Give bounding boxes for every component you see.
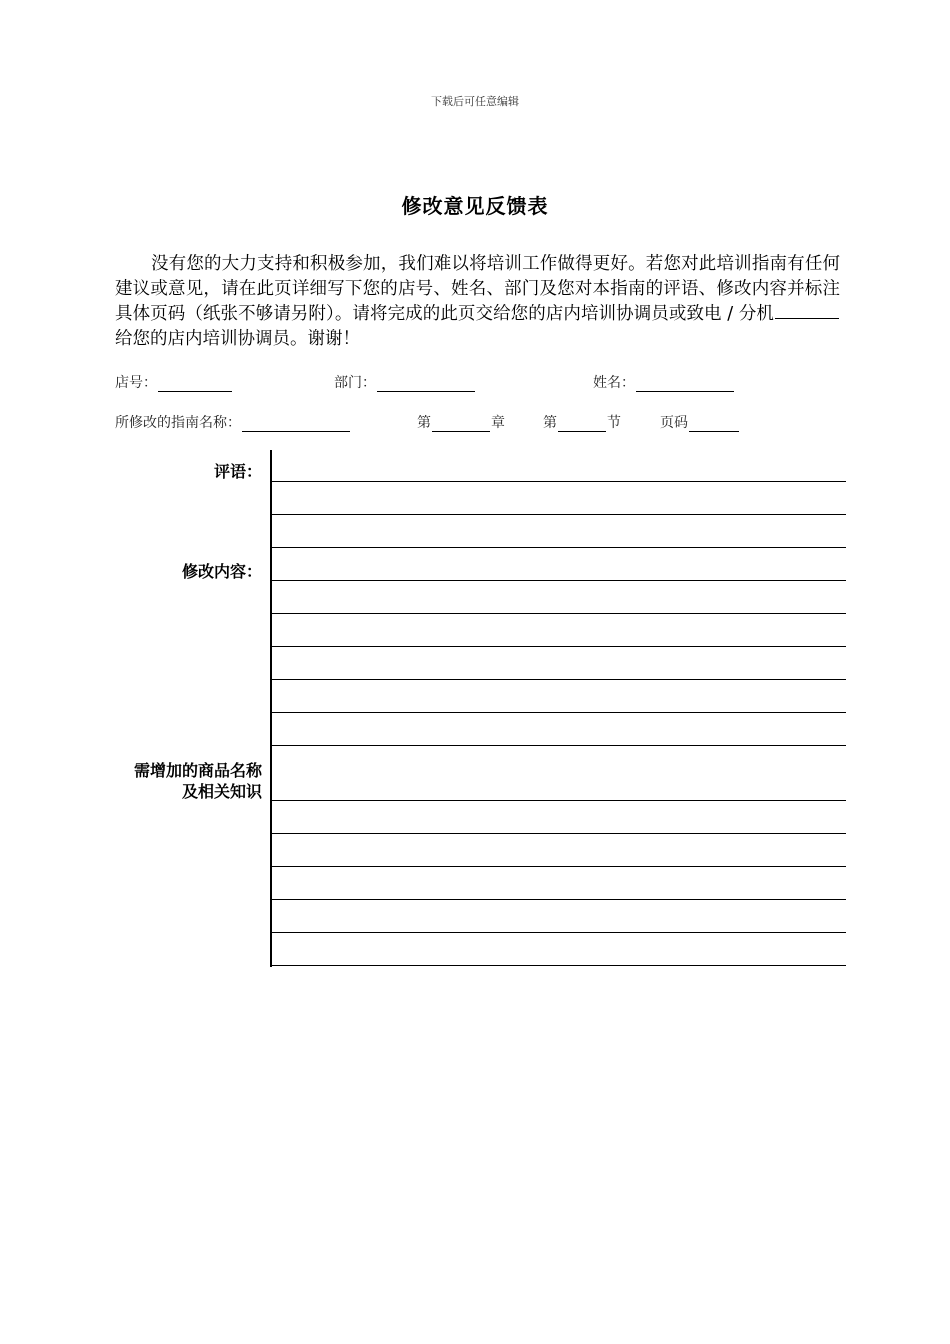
writing-line (272, 514, 846, 515)
page-label: 页码 (660, 415, 688, 431)
section-blank[interactable] (558, 416, 606, 432)
section-field (543, 412, 621, 432)
fields-row-1 (115, 372, 840, 394)
chapter-prefix: 第 (417, 415, 431, 431)
name-field (593, 372, 735, 392)
writing-line (272, 833, 846, 834)
writing-line (272, 547, 846, 548)
guide-label: 所修改的指南名称： (115, 415, 241, 431)
store-label: 店号： (115, 375, 157, 391)
writing-line (272, 613, 846, 614)
store-blank[interactable] (158, 376, 232, 392)
dept-field (334, 372, 476, 392)
writing-area[interactable] (270, 450, 846, 967)
writing-line (272, 866, 846, 867)
name-label: 姓名： (593, 375, 635, 391)
intro-text-part1: 没有您的大力支持和积极参加，我们难以将培训工作做得更好。若您对此培训指南有任何建议或意见，请在此页详细写下您的店号、姓名、部门及您对本指南的评语、修改内容并标注具体页码（纸张不够请另附）。请将完成的此页交给您的店内培训协调员或致电 / 分机 (115, 254, 840, 324)
guide-field (115, 412, 351, 432)
header-note: 下载后可任意编辑 (431, 95, 519, 108)
section-suffix: 节 (607, 415, 621, 431)
chapter-suffix: 章 (491, 415, 505, 431)
product-label-line1: 需增加的商品名称 (133, 761, 262, 780)
writing-line (272, 580, 846, 581)
writing-line (272, 932, 846, 933)
edit-content-label: 修改内容： (181, 562, 262, 581)
writing-line (272, 745, 846, 746)
writing-line (272, 646, 846, 647)
writing-line (272, 800, 846, 801)
page-field (660, 412, 740, 432)
form-title: 修改意见反馈表 (401, 194, 549, 218)
comment-label: 评语： (213, 462, 262, 481)
writing-line (272, 679, 846, 680)
name-blank[interactable] (636, 376, 734, 392)
chapter-blank[interactable] (432, 416, 490, 432)
intro-paragraph (115, 252, 840, 352)
chapter-field (417, 412, 505, 432)
section-prefix: 第 (543, 415, 557, 431)
page-blank[interactable] (689, 416, 739, 432)
dept-blank[interactable] (377, 376, 475, 392)
writing-line (272, 712, 846, 713)
product-label-line2: 及相关知识 (181, 782, 262, 801)
product-knowledge-label (134, 760, 262, 802)
phone-blank[interactable] (775, 303, 839, 319)
intro-text-part2: 给您的店内培训协调员。谢谢！ (115, 329, 360, 349)
writing-line (272, 481, 846, 482)
fields-row-2 (115, 412, 840, 434)
dept-label: 部门： (334, 375, 376, 391)
writing-line (272, 965, 846, 966)
store-field (115, 372, 233, 392)
guide-blank[interactable] (242, 416, 350, 432)
writing-line (272, 899, 846, 900)
